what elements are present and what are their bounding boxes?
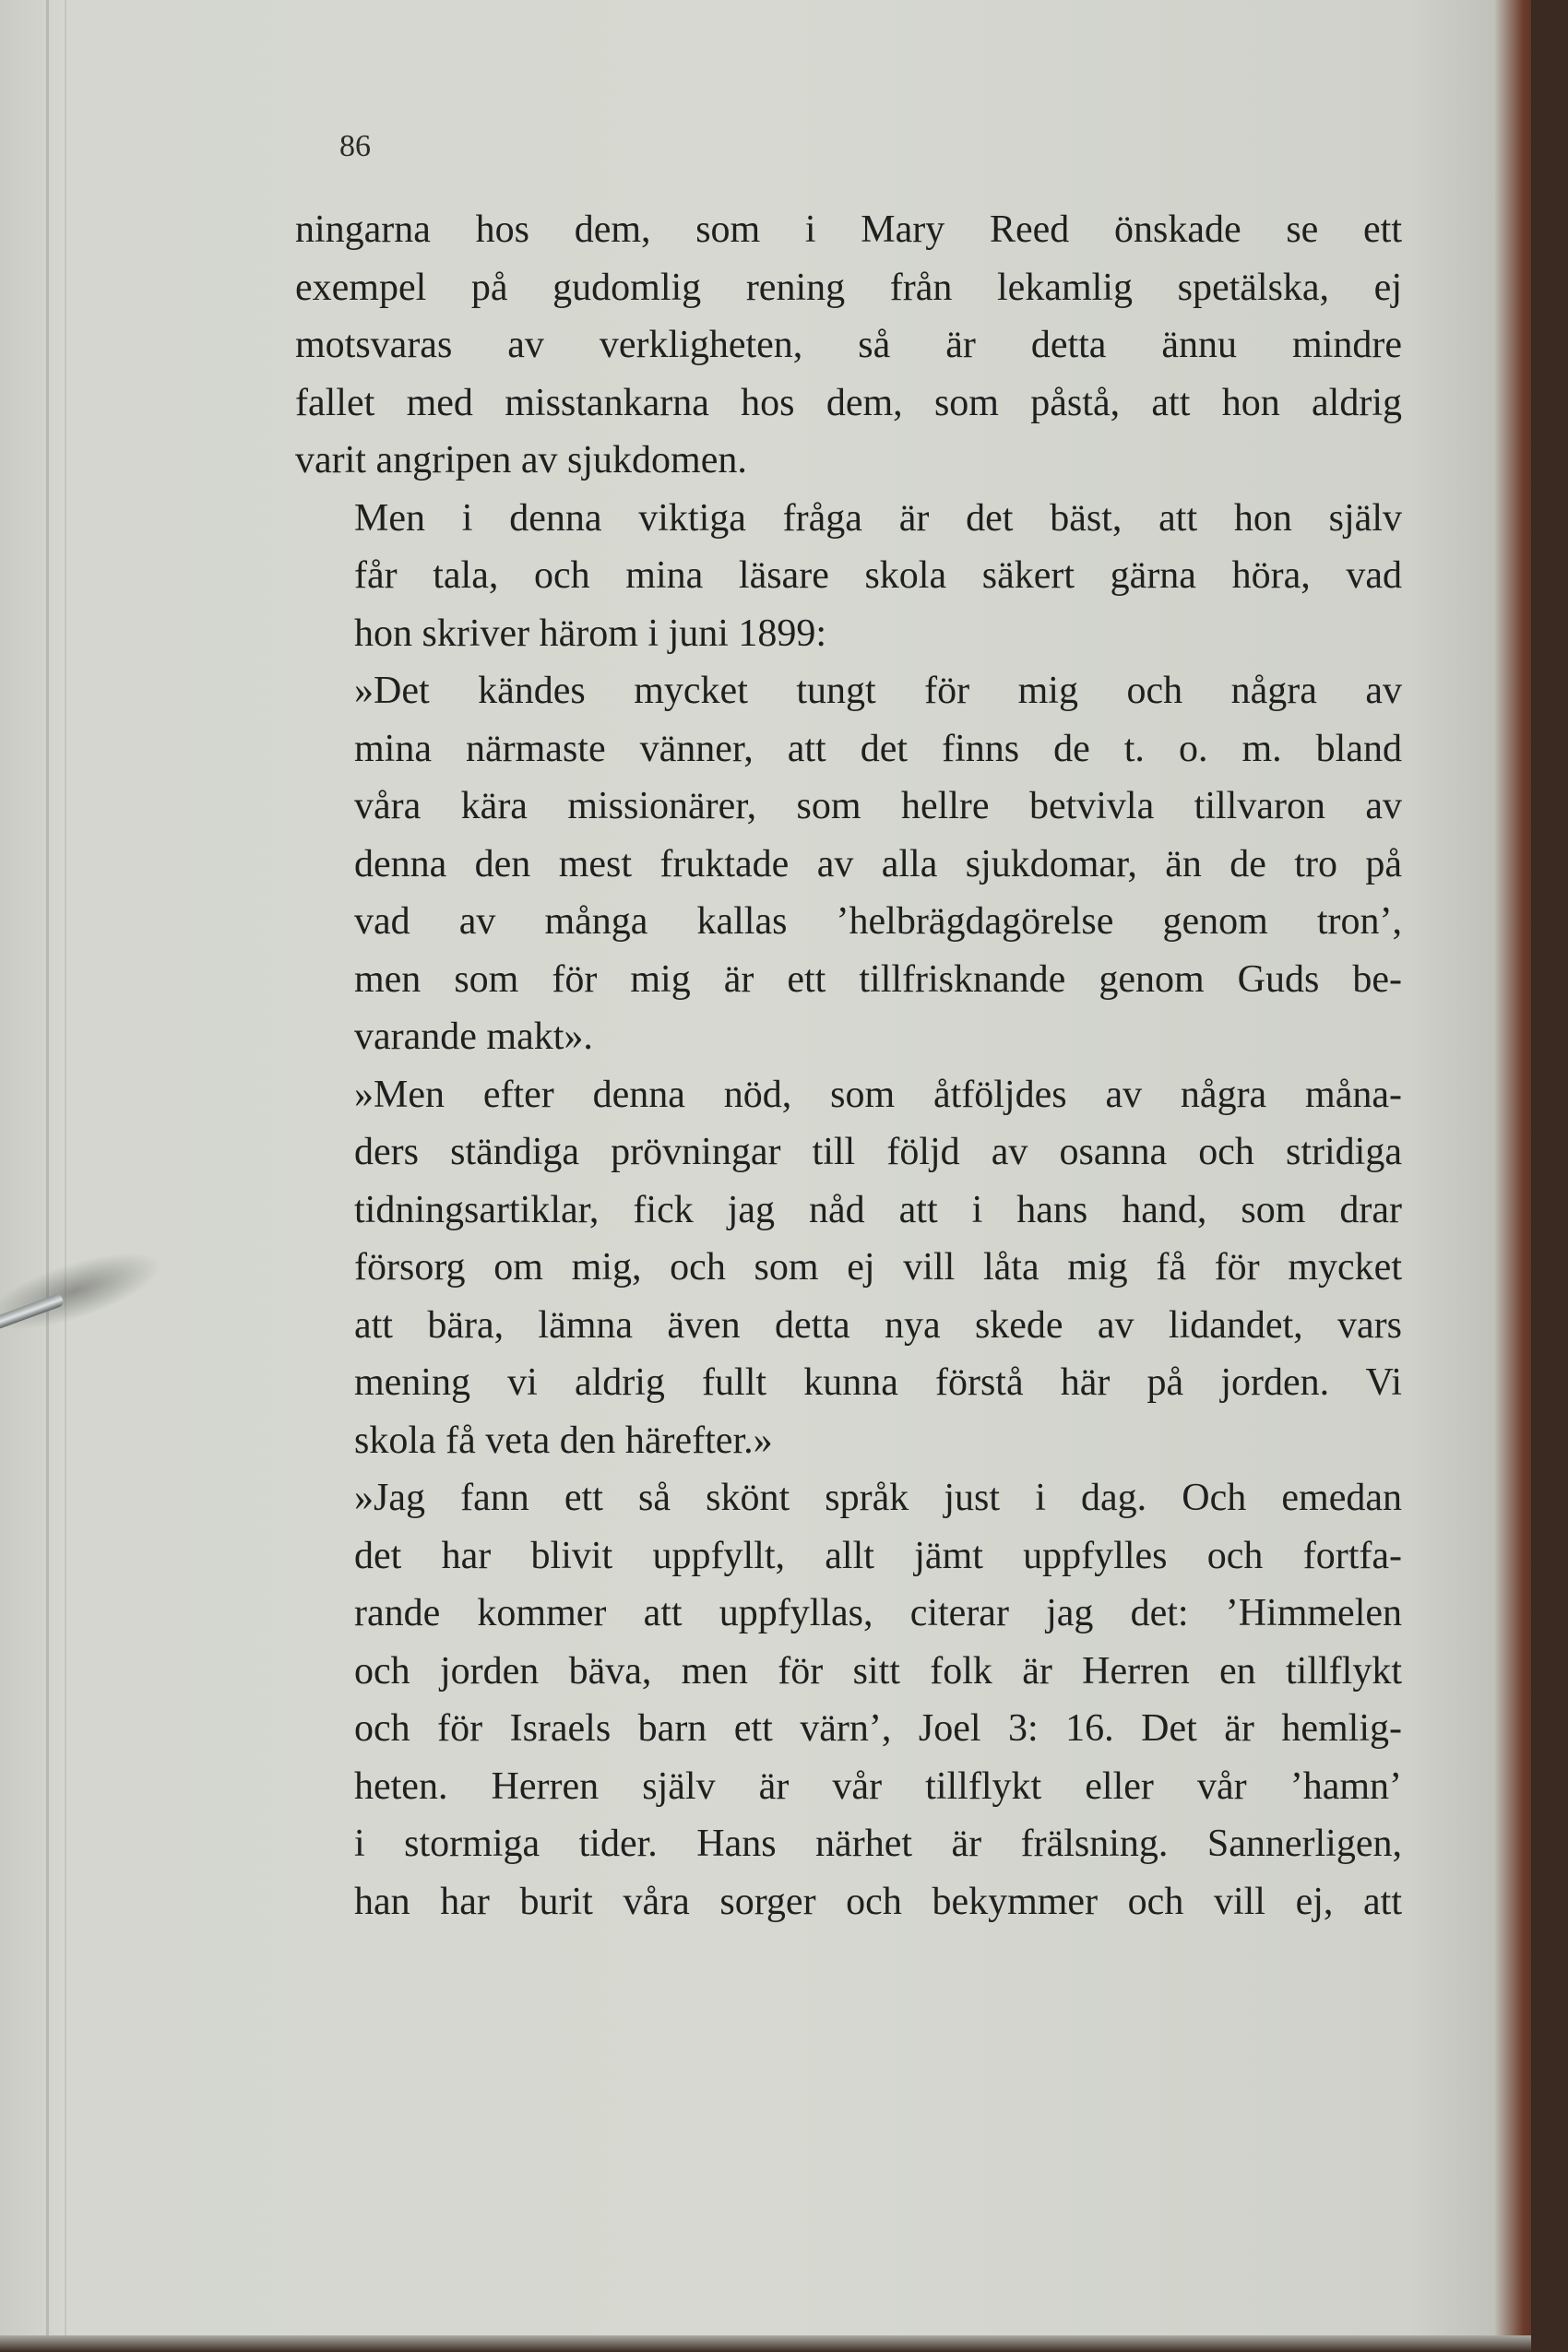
page-bottom-edge bbox=[0, 2335, 1531, 2352]
page-edge-line bbox=[65, 0, 66, 2352]
book-spine bbox=[1494, 0, 1531, 2352]
paragraph bbox=[295, 1066, 1402, 1470]
text-line: i stormiga tider. Hans närhet är frälsning. Sannerligen, bbox=[354, 1823, 1402, 1865]
body-text bbox=[295, 201, 1402, 1930]
text-line: våra kära missionärer, som hellre betvivla tillvaron av bbox=[354, 785, 1402, 827]
text-line: ningarna hos dem, som i Mary Reed önskade se ett bbox=[295, 208, 1402, 251]
text-line: vad av många kallas ’helbrägdagörelse genom tron’, bbox=[354, 900, 1402, 943]
text-line: denna den mest fruktade av alla sjukdomar, än de tro på bbox=[354, 842, 1402, 885]
text-line: mening vi aldrig fullt kunna förstå här på jorden. Vi bbox=[354, 1361, 1402, 1404]
text-line: får tala, och mina läsare skola säkert gärna höra, vad bbox=[354, 554, 1402, 597]
text-line: hon skriver härom i juni 1899: bbox=[354, 612, 827, 655]
paragraph bbox=[295, 490, 1402, 663]
text-line: och för Israels barn ett värn’, Joel 3: 16. Det är hemlig- bbox=[354, 1707, 1402, 1750]
page-edge-line bbox=[46, 0, 49, 2352]
text-line: varit angripen av sjukdomen. bbox=[295, 439, 747, 481]
text-line: ders ständiga prövningar till följd av osanna och stridiga bbox=[354, 1131, 1402, 1173]
text-line: skola få veta den härefter.» bbox=[354, 1419, 773, 1462]
text-line: »Men efter denna nöd, som åtföljdes av några måna- bbox=[354, 1073, 1402, 1116]
text-line: exempel på gudomlig rening från lekamlig spetälska, ej bbox=[295, 266, 1402, 309]
text-line: motsvaras av verkligheten, så är detta ännu mindre bbox=[295, 324, 1402, 366]
text-line: fallet med misstankarna hos dem, som påstå, att hon aldrig bbox=[295, 381, 1402, 424]
text-line: att bära, lämna även detta nya skede av lidandet, vars bbox=[354, 1303, 1402, 1347]
text-line: »Det kändes mycket tungt för mig och några av bbox=[354, 670, 1402, 712]
text-line: heten. Herren själv är vår tillflykt eller vår ’hamn’ bbox=[354, 1764, 1402, 1808]
text-line: och jorden bäva, men för sitt folk är Herren en tillflykt bbox=[354, 1649, 1402, 1693]
text-line: »Jag fann ett så skönt språk just i dag. Och emedan bbox=[354, 1477, 1402, 1519]
paragraph bbox=[295, 1469, 1402, 1930]
text-line: Men i denna viktiga fråga är det bäst, att hon själv bbox=[354, 496, 1402, 540]
page-number: 86 bbox=[339, 129, 371, 163]
text-line: men som för mig är ett tillfrisknande genom Guds be- bbox=[354, 957, 1402, 1001]
bookmark-shadow bbox=[0, 1237, 170, 1347]
text-line: det har blivit uppfyllt, allt jämt uppfylles och fortfa- bbox=[354, 1534, 1402, 1577]
text-line: mina närmaste vänner, att det finns de t. o. m. bland bbox=[354, 727, 1402, 770]
paragraph bbox=[295, 662, 1402, 1066]
text-line: försorg om mig, och som ej vill låta mig få för mycket bbox=[354, 1246, 1402, 1289]
paragraph bbox=[295, 201, 1402, 490]
text-line: tidningsartiklar, fick jag nåd att i hans hand, som drar bbox=[354, 1188, 1402, 1231]
text-line: varande makt». bbox=[354, 1016, 593, 1058]
text-line: han har burit våra sorger och bekymmer och vill ej, att bbox=[354, 1880, 1402, 1923]
text-line: rande kommer att uppfyllas, citerar jag det: ’Himmelen bbox=[354, 1592, 1402, 1634]
